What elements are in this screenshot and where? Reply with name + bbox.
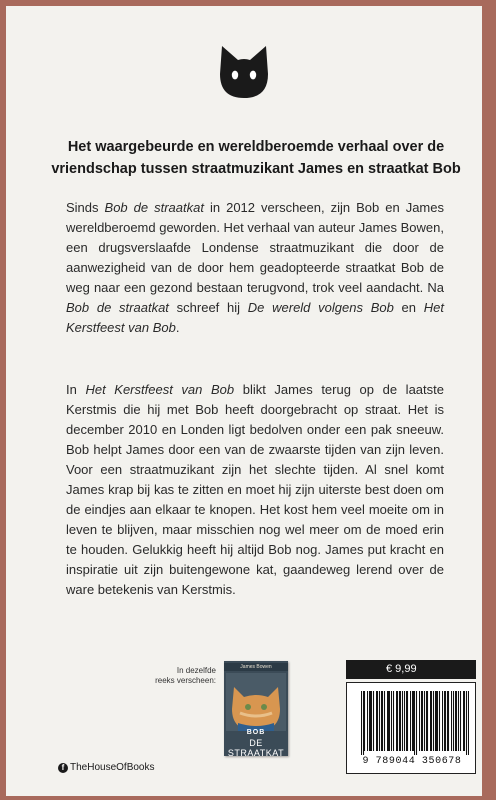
barcode-bar	[430, 691, 431, 751]
barcode-bar	[455, 691, 456, 751]
barcode-bar	[431, 691, 432, 751]
paragraph-2	[66, 380, 444, 600]
barcode	[346, 682, 476, 774]
barcode-bar	[466, 691, 467, 755]
barcode-bar	[421, 691, 422, 751]
barcode-bar	[384, 691, 385, 751]
barcode-bar	[451, 691, 452, 751]
barcode-bar	[373, 691, 374, 751]
price-label: € 9,99	[346, 660, 476, 679]
publisher-name: TheHouseOfBooks	[70, 762, 155, 773]
barcode-bar	[445, 691, 446, 751]
barcode-bar	[412, 691, 413, 751]
barcode-bars	[361, 691, 469, 755]
book-thumbnail	[224, 661, 288, 756]
barcode-bar	[437, 691, 438, 751]
barcode-bar	[363, 691, 364, 755]
book-subtitle: DE STRAATKAT	[227, 738, 285, 756]
barcode-bar	[400, 691, 401, 751]
p1-text: schreef hij	[168, 300, 248, 315]
barcode-bar	[414, 691, 415, 755]
barcode-bar	[453, 691, 454, 751]
barcode-bar	[435, 691, 436, 751]
barcode-bar	[448, 691, 449, 751]
barcode-bar	[391, 691, 392, 751]
barcode-bar	[444, 691, 445, 751]
back-cover	[6, 6, 482, 796]
barcode-bar	[364, 691, 365, 751]
facebook-icon: f	[58, 763, 68, 773]
p1-title: Het Kerstfeest van Bob	[66, 300, 444, 335]
cat-head-icon	[216, 44, 272, 100]
barcode-bar	[427, 691, 428, 751]
p1-text: in 2012 verscheen, zijn Bob en James wereldberoemd geworden. Het verhaal van auteur James Bowen, een drugsverslaafde Londense straatmuzikant die door de aanwezigheid van de door hem geadopteerde straatkat Bob de weg naar een gezond bestaan terugvond, trok veel aandacht. Na	[66, 200, 444, 295]
p1-text: en	[393, 300, 424, 315]
barcode-bar	[369, 691, 370, 751]
barcode-bar	[387, 691, 388, 751]
barcode-bar	[399, 691, 400, 751]
barcode-bar	[464, 691, 465, 751]
barcode-bar	[393, 691, 394, 751]
publisher-handle	[58, 760, 155, 776]
series-label-line-1: In dezelfde	[176, 666, 216, 675]
barcode-bar	[402, 691, 403, 751]
barcode-bar	[422, 691, 423, 751]
barcode-bar	[388, 691, 389, 751]
barcode-bar	[456, 691, 457, 751]
barcode-bar	[397, 691, 398, 751]
series-label	[146, 666, 216, 686]
paragraph-1	[66, 198, 444, 338]
cat-photo-icon	[226, 673, 286, 731]
barcode-bar	[468, 691, 469, 755]
barcode-bar	[377, 691, 378, 751]
barcode-bar	[426, 691, 427, 751]
barcode-bar	[370, 691, 371, 751]
p2-title: Het Kerstfeest van Bob	[85, 382, 235, 397]
barcode-bar	[404, 691, 405, 751]
barcode-bar	[463, 691, 464, 751]
barcode-bar	[379, 691, 380, 751]
barcode-bar	[413, 691, 414, 751]
p1-title: De wereld volgens Bob	[247, 300, 394, 315]
barcode-bar	[447, 691, 448, 751]
p1-text: .	[175, 320, 180, 335]
barcode-bar	[381, 691, 382, 751]
barcode-bar	[442, 691, 443, 751]
headline-line-2: vriendschap tussen straatmuzikant James en straatkat Bob	[51, 161, 461, 177]
p1-text: Sinds	[66, 200, 105, 215]
isbn-digits: 9 789044 350678	[362, 756, 462, 767]
p1-title: Bob de straatkat	[66, 300, 169, 315]
headline-line-1: Het waargebeurde en wereldberoemde verhaal over de	[67, 139, 445, 155]
barcode-bar	[419, 691, 420, 751]
barcode-bar	[458, 691, 459, 751]
barcode-bar	[416, 691, 417, 755]
barcode-bar	[389, 691, 390, 751]
barcode-bar	[376, 691, 377, 751]
barcode-bar	[367, 691, 368, 751]
headline	[46, 136, 466, 180]
barcode-bar	[407, 691, 408, 751]
barcode-bar	[410, 691, 411, 751]
book-author: James Bowen	[240, 664, 272, 670]
barcode-bar	[406, 691, 407, 751]
barcode-bar	[460, 691, 461, 751]
barcode-bar	[433, 691, 434, 751]
barcode-bar	[371, 691, 372, 751]
series-label-line-2: reeks verscheen:	[155, 676, 216, 685]
p2-text: In	[66, 382, 86, 397]
p2-text: blikt James terug op de laatste Kerstmis die hij met Bob heeft doorgebracht op straat. Het is december 2010 en Londen ligt bedolven onder een pak sneeuw. Bob helpt James door een van de zwaarste tijden van zijn leven. Voor een straatmuzikant zijn het slechte tijden. Al snel komt James krap bij kas te zitten en moet hij zijn uiterste best doen om de eindjes aan elkaar te knopen. Het kost hem veel moeite om in leven te blijven, maar misschien nog wel meer om de moed erin te houden. Gelukkig heeft hij altijd Bob nog. James put kracht en inspiratie uit zijn buitengewone kat, gaandeweg lerend over de ware betekenis van Kerstmis.	[66, 382, 444, 597]
barcode-bar	[424, 691, 425, 751]
barcode-bar	[382, 691, 383, 751]
barcode-bar	[361, 691, 362, 755]
barcode-bar	[436, 691, 437, 751]
barcode-bar	[396, 691, 397, 751]
barcode-bar	[439, 691, 440, 751]
book-title: BOB	[246, 729, 266, 736]
p1-title: Bob de straatkat	[104, 200, 204, 215]
